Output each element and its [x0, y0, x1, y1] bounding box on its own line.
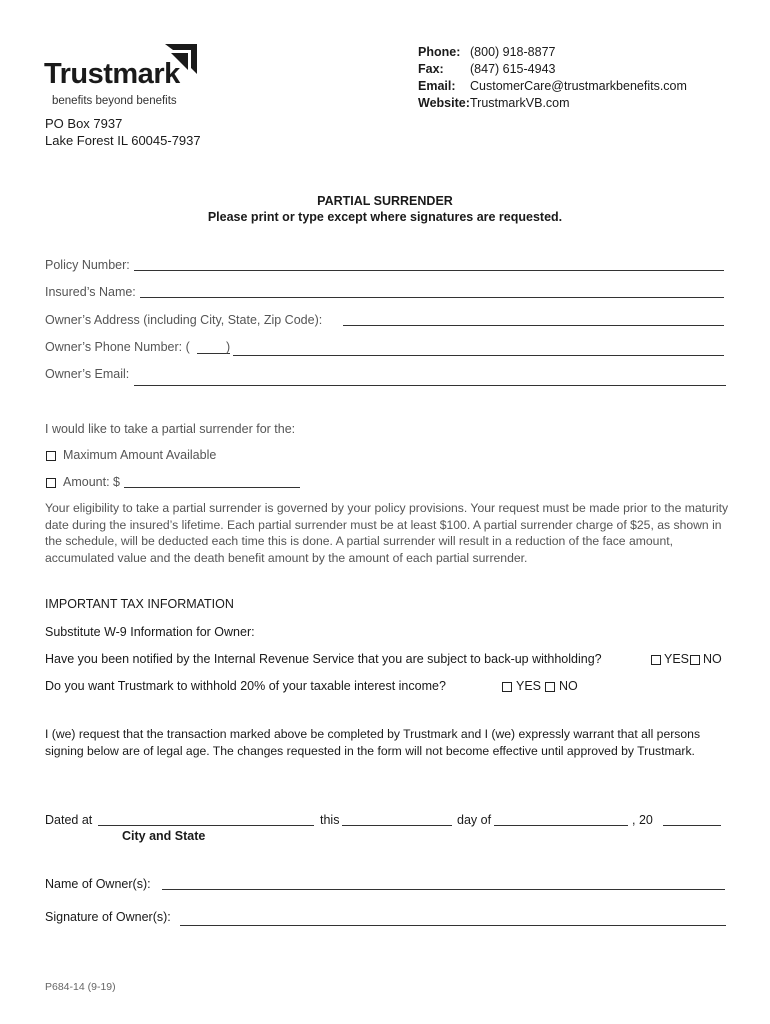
email-value: CustomerCare@trustmarkbenefits.com: [470, 79, 687, 93]
month-field[interactable]: [494, 825, 628, 826]
form-code: P684-14 (9-19): [45, 981, 116, 993]
phone-value: (800) 918-8877: [470, 45, 556, 59]
fax-value: (847) 615-4943: [470, 62, 556, 76]
dated-at-label: Dated at: [45, 813, 93, 827]
company-logo: [44, 44, 204, 108]
signature-of-owner-label: Signature of Owner(s):: [45, 910, 171, 924]
withhold-20-no-checkbox[interactable]: [545, 682, 555, 692]
phone-label: Phone:: [418, 45, 461, 59]
backup-withholding-no-checkbox[interactable]: [690, 655, 700, 665]
tax-heading: IMPORTANT TAX INFORMATION: [45, 597, 234, 611]
withhold-20-yes-checkbox[interactable]: [502, 682, 512, 692]
surrender-intro: I would like to take a partial surrender for the:: [45, 422, 296, 436]
owner-email-label: Owner’s Email:: [45, 367, 130, 381]
name-of-owner-field[interactable]: [162, 889, 725, 890]
contact-fax-row: [418, 61, 748, 78]
day-of-label: day of: [457, 813, 492, 827]
form-subtitle: Please print or type except where signatures are requested.: [207, 210, 563, 224]
backup-withholding-yes-label: YES: [664, 652, 690, 666]
website-value: TrustmarkVB.com: [470, 96, 570, 110]
owner-address-field[interactable]: [343, 325, 724, 326]
contact-website-row: [418, 95, 748, 112]
max-amount-checkbox[interactable]: [46, 451, 56, 461]
logo-tagline: benefits beyond benefits: [52, 95, 177, 107]
insured-name-label: Insured’s Name:: [45, 285, 136, 299]
signature-of-owner-field[interactable]: [180, 925, 726, 926]
withhold-20-no-label: NO: [559, 679, 578, 693]
this-label: this: [320, 813, 340, 827]
policy-number-field[interactable]: [134, 270, 724, 271]
website-label: Website:: [418, 96, 470, 110]
owner-email-field[interactable]: [134, 385, 726, 386]
max-amount-label: Maximum Amount Available: [63, 448, 217, 462]
declaration-paragraph: I (we) request that the transaction marked above be completed by Trustmark and I (we) expressly warrant that all persons signing below are of legal age. The changes requested in the form will not become effective until approved by Trustmark.: [45, 727, 701, 758]
city-state-caption: City and State: [122, 829, 206, 843]
insured-name-field[interactable]: [140, 297, 724, 298]
withhold-20-question: Do you want Trustmark to withhold 20% of your taxable interest income?: [45, 679, 446, 693]
owner-phone-number-field[interactable]: [233, 355, 724, 356]
fax-label: Fax:: [418, 62, 444, 76]
withhold-20-yes-label: YES: [516, 679, 542, 693]
form-title: PARTIAL SURRENDER: [317, 194, 453, 208]
surrender-terms-paragraph: Your eligibility to take a partial surrender is governed by your policy provisions. Your request must be made prior to the maturity date during the insured’s lifetime. Each partial surrender must be at least $100. A partial surrender charge of $25, as shown in the schedule, will be deducted each time this is done. A partial surrender will result in a reduction of the face amount, accumulated value and the death benefit amount by the amount of each partial surrender.: [45, 501, 729, 565]
email-label: Email:: [418, 79, 456, 93]
owner-address-label: Owner’s Address (including City, State, Zip Code):: [45, 313, 323, 327]
year-prefix-label: , 20: [632, 813, 653, 827]
specific-amount-field[interactable]: [124, 487, 300, 488]
mailing-address-line2: Lake Forest IL 60045-7937: [45, 133, 201, 148]
w9-label: Substitute W-9 Information for Owner:: [45, 625, 255, 639]
mailing-address-line1: PO Box 7937: [45, 116, 123, 131]
name-of-owner-label: Name of Owner(s):: [45, 877, 151, 891]
day-number-field[interactable]: [342, 825, 452, 826]
specific-amount-label: Amount: $: [63, 475, 120, 489]
owner-phone-close-paren: ): [226, 340, 231, 354]
backup-withholding-question: Have you been notified by the Internal Revenue Service that you are subject to back-up withholding?: [45, 652, 602, 666]
contact-block: [418, 44, 748, 112]
dated-at-city-state-field[interactable]: [98, 825, 314, 826]
owner-phone-label: Owner’s Phone Number: (: [45, 340, 190, 354]
contact-phone-row: [418, 44, 748, 61]
policy-number-label: Policy Number:: [45, 258, 130, 272]
specific-amount-checkbox[interactable]: [46, 478, 56, 488]
backup-withholding-yes-checkbox[interactable]: [651, 655, 661, 665]
logo-wordmark: Trustmark: [44, 58, 180, 90]
contact-email-row: [418, 78, 748, 95]
year-field[interactable]: [663, 825, 721, 826]
backup-withholding-no-label: NO: [703, 652, 722, 666]
